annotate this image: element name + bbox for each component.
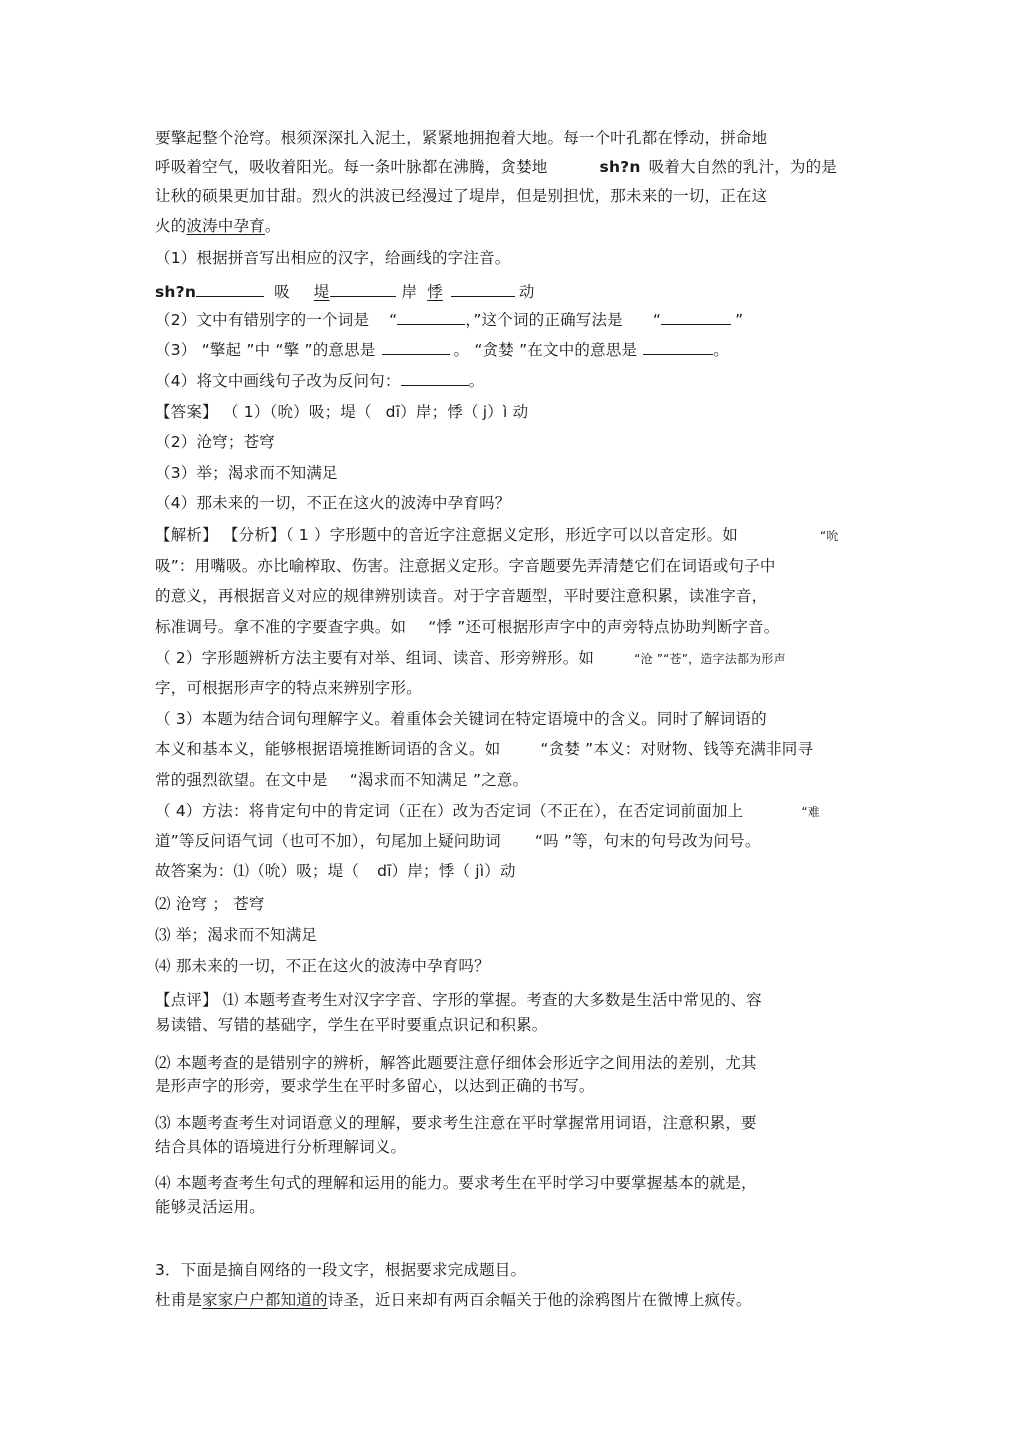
analysis-text: 故答案为：⑴（吮）吸；堤（ — [155, 862, 360, 880]
punctuation: 。 — [468, 372, 485, 390]
underlined-sentence: 波涛中孕育 — [186, 217, 265, 235]
analysis-text: 吸”：用嘴吸。亦比喻榨取、伤害。注意据义定形。字音题要先弄清楚它们在词语或句子中 — [155, 557, 776, 575]
analysis-line — [155, 831, 761, 851]
comment-text: 结合具体的语境进行分析理解词义。 — [155, 1138, 407, 1156]
answer-blank — [401, 371, 469, 386]
answer-text: （4）那未来的一切，不正在这火的波涛中孕育吗？ — [155, 494, 511, 512]
analysis-text: 道”等反问语气词（也可不加），句尾加上疑问助词 — [155, 832, 501, 850]
question-char: 吸 — [274, 283, 290, 301]
analysis-line — [155, 525, 839, 546]
passage-text: 让秋的硕果更加甘甜。烈火的洪波已经漫过了堤岸，但是别担忧，那未来的一切，正在这 — [155, 187, 768, 205]
analysis-text: （ 2）字形题辨析方法主要有对举、组词、读音、形旁辨形。如 — [155, 649, 595, 667]
question-text: （4）将文中画线句子改为反问句： — [155, 372, 401, 390]
comment-text: 是形声字的形旁，要求学生在平时多留心，以达到正确的书写。 — [155, 1077, 595, 1095]
analysis-line — [155, 709, 767, 729]
analysis-line — [155, 617, 780, 637]
analysis-line — [155, 925, 317, 945]
analysis-line — [155, 770, 528, 790]
answer-1 — [155, 402, 528, 422]
question-3 — [155, 340, 729, 360]
punctuation: 。 — [713, 341, 729, 359]
quote-mark: “ — [389, 311, 398, 329]
passage-line — [155, 186, 767, 206]
comment-line — [155, 1015, 548, 1035]
question-3-passage — [155, 1290, 752, 1310]
passage-text: 诗圣，近日来却有两百余幅关于他的涂鸦图片在微博上疯传。 — [327, 1291, 752, 1309]
analysis-line — [155, 861, 516, 881]
comment-text: 能够灵活运用。 — [155, 1198, 265, 1216]
answer-blank — [451, 282, 515, 297]
analysis-text: ⑷ 那未来的一切，不正在这火的波涛中孕育吗？ — [155, 957, 490, 975]
answer-blank — [397, 310, 465, 325]
analysis-text: 的意义，再根据音义对应的规律辨别读音。对于字音题型，平时要注意积累，读准字音， — [155, 587, 768, 605]
passage-text: 。 — [264, 217, 281, 235]
analysis-text: “贪婪 ”本义：对财物、钱等充满非同寻 — [540, 740, 814, 758]
analysis-line — [155, 739, 813, 759]
pinyin-text: sh?n — [599, 158, 641, 176]
answer-4 — [155, 493, 510, 513]
answer-blank — [196, 282, 264, 297]
comment-text: 【点评】 ⑴ 本题考查考生对汉字字音、字形的掌握。考查的大多数是生活中常见的、容 — [155, 991, 762, 1009]
analysis-text: （ 3）本题为结合词句理解字义。着重体会关键词在特定语境中的含义。同时了解词语的 — [155, 710, 767, 728]
answer-blank — [330, 282, 396, 297]
analysis-line — [155, 586, 767, 606]
analysis-text: ⑶ 举；渴求而不知满足 — [155, 926, 318, 944]
question-3-heading — [155, 1260, 526, 1280]
analysis-line — [155, 956, 490, 976]
analysis-text: 【解析】 【分析】（ 1 ）字形题中的音近字注意据义定形，形近字可以以音定形。如 — [155, 526, 738, 544]
answer-text: ）ì 动 — [487, 403, 529, 421]
analysis-text: “渴求而不知满足 ”之意。 — [349, 771, 529, 789]
quote-mark: ” — [735, 311, 744, 329]
question-text: （2）文中有错别字的一个词是 — [155, 311, 370, 329]
pinyin-text: dī — [385, 403, 401, 421]
analysis-text: （ 4）方法：将肯定句中的肯定词（正在）改为否定词（不正在），在否定词前面加上 — [155, 802, 744, 820]
comment-line — [155, 1076, 595, 1096]
underlined-char: 悸 — [427, 283, 443, 301]
analysis-text: “悸 ”还可根据形声字中的声旁特点协助判断字音。 — [428, 618, 780, 636]
pinyin-text: dī — [377, 862, 392, 880]
passage-text: 火的 — [155, 217, 187, 235]
question-text: ，”这个词的正确写法是 — [465, 311, 623, 329]
passage-line — [155, 157, 837, 177]
underlined-char: 堤 — [313, 283, 330, 301]
comment-line — [155, 1053, 757, 1073]
question-text: 。 “贪婪 ”在文中的意思是 — [453, 341, 638, 359]
analysis-line — [155, 678, 422, 698]
analysis-line — [155, 648, 786, 669]
analysis-text: 字，可根据形声字的特点来辨别字形。 — [155, 679, 422, 697]
analysis-line — [155, 556, 776, 576]
passage-text: 呼吸着空气，吸收着阳光。每一条叶脉都在沸腾，贪婪地 — [155, 158, 548, 176]
quote-mark: “ — [652, 311, 662, 329]
question-1 — [155, 248, 510, 268]
passage-text: 吸着大自然的乳汁，为的是 — [648, 158, 838, 176]
comment-text: 易读错、写错的基础字，学生在平时要重点识记和积累。 — [155, 1016, 548, 1034]
answer-blank — [661, 310, 731, 325]
question-text: 3．下面是摘自网络的一段文字，根据要求完成题目。 — [155, 1261, 527, 1279]
comment-line — [155, 1137, 406, 1157]
comment-line — [155, 1113, 757, 1133]
analysis-text: 标准调号。拿不准的字要查字典。如 — [155, 618, 407, 636]
analysis-line — [155, 801, 820, 822]
comment-line — [155, 1197, 265, 1217]
analysis-text: ）岸；悸（ jì）动 — [391, 862, 516, 880]
answer-text: （3）举；渴求而不知满足 — [155, 464, 338, 482]
underlined-phrase: 家家户户都知道的 — [202, 1291, 328, 1309]
analysis-text: 常的强烈欲望。在文中是 — [155, 771, 328, 789]
answer-text: （2）沧穹；苍穹 — [155, 433, 275, 451]
analysis-text: “难 — [801, 805, 820, 819]
analysis-text: “吮 — [819, 529, 839, 543]
comment-text: ⑶ 本题考查考生对词语意义的理解，要求考生注意在平时掌握常用词语，注意积累，要 — [155, 1114, 757, 1132]
question-char: 动 — [518, 283, 535, 301]
analysis-text: ⑵ 沧穹 ； 苍穹 — [155, 895, 265, 913]
answer-2 — [155, 432, 275, 452]
question-2 — [155, 310, 743, 330]
analysis-text: “沧 ”“苍”，造字法都为形声 — [634, 652, 786, 666]
question-text: （3） “擎起 ”中 “擎 ”的意思是 — [155, 341, 376, 359]
analysis-text: 本义和基本义，能够根据语境推断词语的含义。如 — [155, 740, 501, 758]
answer-blank — [382, 340, 450, 355]
answer-3 — [155, 463, 338, 483]
answer-text: ）岸；悸（ — [400, 403, 479, 421]
comment-line — [155, 990, 762, 1010]
comment-text: ⑷ 本题考查考生句式的理解和运用的能力。要求考生在平时学习中要掌握基本的就是， — [155, 1174, 757, 1192]
pinyin-text: j — [482, 403, 488, 421]
passage-line — [155, 216, 281, 236]
comment-text: ⑵ 本题考查的是错别字的辨析，解答此题要注意仔细体会形近字之间用法的差别，尤其 — [155, 1054, 757, 1072]
question-text: （1）根据拼音写出相应的汉字，给画线的字注音。 — [155, 249, 511, 267]
comment-line — [155, 1173, 757, 1193]
answer-blank — [643, 340, 713, 355]
pinyin-text: sh?n — [155, 283, 197, 301]
answer-text: 【答案】 （ 1）（吮）吸；堤（ — [155, 403, 372, 421]
passage-text: 要擎起整个沧穹。根须深深扎入泥土，紧紧地拥抱着大地。每一个叶孔都在悸动，拼命地 — [155, 129, 768, 147]
question-1-blanks — [155, 282, 535, 302]
analysis-text: “吗 ”等，句末的句号改为问号。 — [534, 832, 761, 850]
passage-text: 杜甫是 — [155, 1291, 203, 1309]
question-4 — [155, 371, 484, 391]
question-char: 岸 — [401, 283, 418, 301]
passage-line — [155, 128, 767, 148]
analysis-line — [155, 894, 265, 914]
